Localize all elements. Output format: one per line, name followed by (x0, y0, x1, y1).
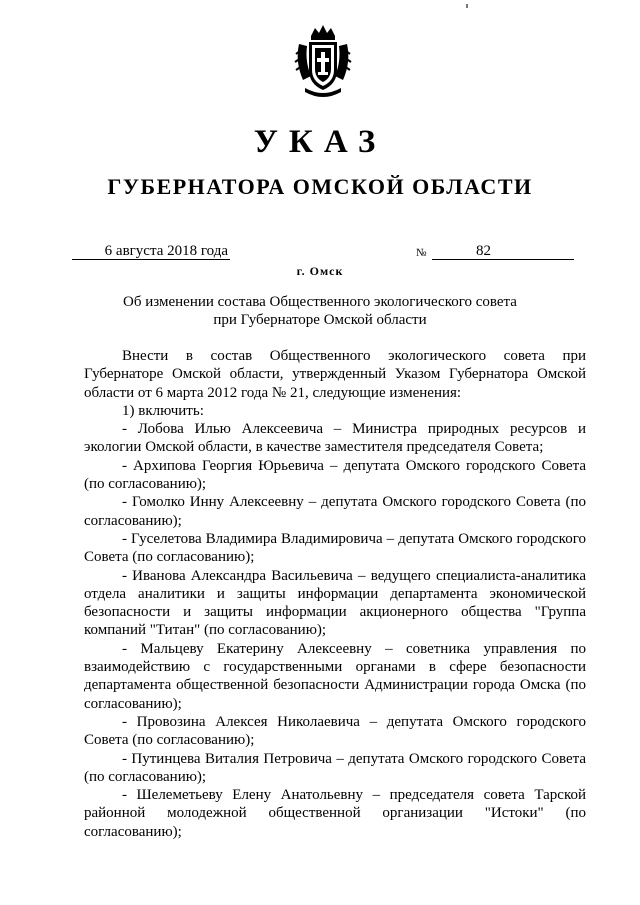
intro-paragraph: Внести в состав Общественного экологического совета при Губернаторе Омской области, утвержденный Указом Губернатора Омской области от 6 марта 2012 года № 21, следующие изменения: (84, 348, 586, 401)
item-label: 1) включить: (122, 402, 204, 419)
document-title: УКАЗ (253, 124, 387, 160)
list-item: - Мальцеву Екатерину Алексеевну – советника управления по взаимодействию с государственными органами в сфере безопасности департамента общественной безопасности Администрации города Омска (по согласованию); (84, 640, 586, 712)
decree-number: 82 (432, 242, 574, 260)
list-item: - Иванова Александра Васильевича – ведущего специалиста-аналитика отдела аналитики и защиты информации департамента экономической безопасности и защиты информации акционерного общества "Группа компаний "Титан" (по согласованию); (84, 567, 586, 639)
decree-subject (0, 293, 640, 329)
city-label: г. Омск (296, 264, 344, 278)
decree-body (84, 347, 586, 841)
subject-line-2: при Губернаторе Омской области (213, 312, 427, 328)
coat-of-arms-icon (293, 22, 353, 100)
list-item: - Гомолко Инну Алексеевну – депутата Омского городского Совета (по согласованию); (84, 494, 586, 529)
list-item: - Путинцева Виталия Петровича – депутата Омского городского Совета (по согласованию); (84, 750, 586, 785)
list-item: - Шелеметьеву Елену Анатольевну – председателя совета Тарской районной молодежной общественной организации "Истоки" (по согласованию); (84, 787, 586, 840)
document-issuer: ГУБЕРНАТОРА ОМСКОЙ ОБЛАСТИ (107, 174, 533, 199)
list-item: - Лобова Илью Алексеевича – Министра природных ресурсов и экологии Омской области, в качестве заместителя председателя Совета; (84, 421, 586, 456)
list-item: - Архипова Георгия Юрьевича – депутата Омского городского Совета (по согласованию); (84, 457, 586, 493)
list-item: - Гуселетова Владимира Владимировича – депутата Омского городского Совета (по согласованию); (84, 530, 586, 566)
number-label: № (416, 247, 427, 259)
decree-date: 6 августа 2018 года (72, 242, 230, 260)
list-item: - Провозина Алексея Николаевича – депутата Омского городского Совета (по согласованию); (84, 713, 586, 749)
scan-mark (466, 4, 468, 8)
subject-line-1: Об изменении состава Общественного экологического совета (123, 294, 517, 310)
